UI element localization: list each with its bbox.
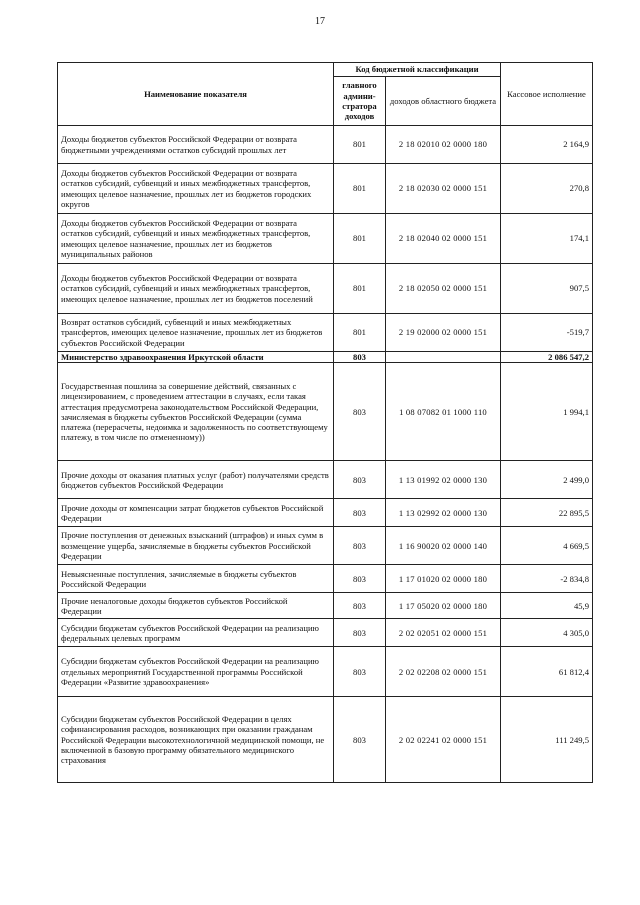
row-name: Доходы бюджетов субъектов Российской Федерации от возврата остатков субсидий, субвенций и иных межбюджетных трансфертов, имеющих целевое назначение, прошлых лет из бюджетов городских округов [58,164,334,214]
row-amount: 2 086 547,2 [501,352,593,363]
header-name: Наименование показателя [58,63,334,126]
row-income-code: 1 16 90020 02 0000 140 [386,527,501,565]
row-name: Доходы бюджетов субъектов Российской Федерации от возврата остатков субсидий, субвенций и иных межбюджетных трансфертов, имеющих целевое назначение, прошлых лет из бюджетов поселений [58,264,334,314]
table-row [58,352,593,363]
row-name: Государственная пошлина за совершение действий, связанных с лицензированием, с проведением аттестации в случаях, если такая аттестация предусмотрена законодательством Российской Федерации, зачисляемая в бюджеты субъектов Российской Федерации (сумма платежа (перерасчеты, недоимка и задолженность по соответствующему платежу, в том числе по отмененному)) [58,363,334,461]
row-admin-code: 801 [334,164,386,214]
header-budget-classification: Код бюджетной классификации [334,63,501,77]
row-name: Субсидии бюджетам субъектов Российской Федерации в целях софинансирования расходов, возникающих при оказании гражданам Российской Федерации высокотехнологичной медицинской помощи, не включенной в базовую программу обязательного медицинского страхования [58,697,334,783]
row-income-code: 1 17 05020 02 0000 180 [386,593,501,619]
page-number: 17 [315,16,325,27]
table-row [58,527,593,565]
header-admin: главного админи-стратора доходов [334,77,386,126]
row-admin-code: 803 [334,527,386,565]
row-admin-code: 803 [334,499,386,527]
row-name: Прочие поступления от денежных взысканий (штрафов) и иных сумм в возмещение ущерба, зачисляемые в бюджеты субъектов Российской Федерации [58,527,334,565]
row-name: Возврат остатков субсидий, субвенций и иных межбюджетных трансфертов, имеющих целевое назначение, прошлых лет из бюджетов субъектов Российской Федерации [58,314,334,352]
row-income-code: 2 02 02051 02 0000 151 [386,619,501,647]
row-admin-code: 801 [334,314,386,352]
row-income-code: 2 18 02010 02 0000 180 [386,126,501,164]
row-amount: 111 249,5 [501,697,593,783]
header-cash-execution: Кассовое исполнение [501,63,593,126]
row-admin-code: 801 [334,214,386,264]
row-name: Министерство здравоохранения Иркутской области [58,352,334,363]
row-income-code: 2 02 02241 02 0000 151 [386,697,501,783]
row-income-code: 2 19 02000 02 0000 151 [386,314,501,352]
row-amount: 2 164,9 [501,126,593,164]
row-income-code: 2 18 02040 02 0000 151 [386,214,501,264]
row-amount: 174,1 [501,214,593,264]
table-row [58,461,593,499]
row-income-code: 2 18 02050 02 0000 151 [386,264,501,314]
row-admin-code: 803 [334,363,386,461]
row-amount: 1 994,1 [501,363,593,461]
row-income-code: 1 13 02992 02 0000 130 [386,499,501,527]
row-name: Доходы бюджетов субъектов Российской Федерации от возврата бюджетными учреждениями остатков субсидий прошлых лет [58,126,334,164]
table-row [58,314,593,352]
row-admin-code: 803 [334,619,386,647]
row-amount: 4 669,5 [501,527,593,565]
table-row [58,593,593,619]
row-admin-code: 803 [334,697,386,783]
row-name: Невыясненные поступления, зачисляемые в бюджеты субъектов Российской Федерации [58,565,334,593]
row-amount: 45,9 [501,593,593,619]
row-name: Доходы бюджетов субъектов Российской Федерации от возврата остатков субсидий, субвенций и иных межбюджетных трансфертов, имеющих целевое назначение, прошлых лет из бюджетов муниципальных районов [58,214,334,264]
row-name: Прочие неналоговые доходы бюджетов субъектов Российской Федерации [58,593,334,619]
row-income-code: 1 13 01992 02 0000 130 [386,461,501,499]
row-name: Прочие доходы от компенсации затрат бюджетов субъектов Российской Федерации [58,499,334,527]
row-income-code: 2 18 02030 02 0000 151 [386,164,501,214]
row-income-code: 1 17 01020 02 0000 180 [386,565,501,593]
table-row [58,697,593,783]
row-admin-code: 801 [334,126,386,164]
table-row [58,363,593,461]
row-amount: 2 499,0 [501,461,593,499]
row-name: Прочие доходы от оказания платных услуг (работ) получателями средств бюджетов субъектов Российской Федерации [58,461,334,499]
row-admin-code: 803 [334,593,386,619]
row-amount: 22 895,5 [501,499,593,527]
table-body [58,126,593,783]
row-admin-code: 803 [334,461,386,499]
row-admin-code: 803 [334,352,386,363]
row-income-code: 1 08 07082 01 1000 110 [386,363,501,461]
row-admin-code: 801 [334,264,386,314]
row-amount: 61 812,4 [501,647,593,697]
row-name: Субсидии бюджетам субъектов Российской Федерации на реализацию отдельных мероприятий Государственной программы Российской Федерации «Развитие здравоохранения» [58,647,334,697]
row-admin-code: 803 [334,647,386,697]
table-row [58,619,593,647]
table-row [58,264,593,314]
table-row [58,499,593,527]
table-row [58,647,593,697]
row-admin-code: 803 [334,565,386,593]
row-name: Субсидии бюджетам субъектов Российской Федерации на реализацию федеральных целевых программ [58,619,334,647]
table-row [58,126,593,164]
row-amount: 270,8 [501,164,593,214]
table-row [58,214,593,264]
row-income-code: 2 02 02208 02 0000 151 [386,647,501,697]
row-amount: -2 834,8 [501,565,593,593]
row-amount: 907,5 [501,264,593,314]
header-income-code: доходов областного бюджета [386,77,501,126]
row-amount: -519,7 [501,314,593,352]
row-amount: 4 305,0 [501,619,593,647]
row-income-code [386,352,501,363]
budget-table [57,62,593,783]
table-row [58,565,593,593]
table-row [58,164,593,214]
